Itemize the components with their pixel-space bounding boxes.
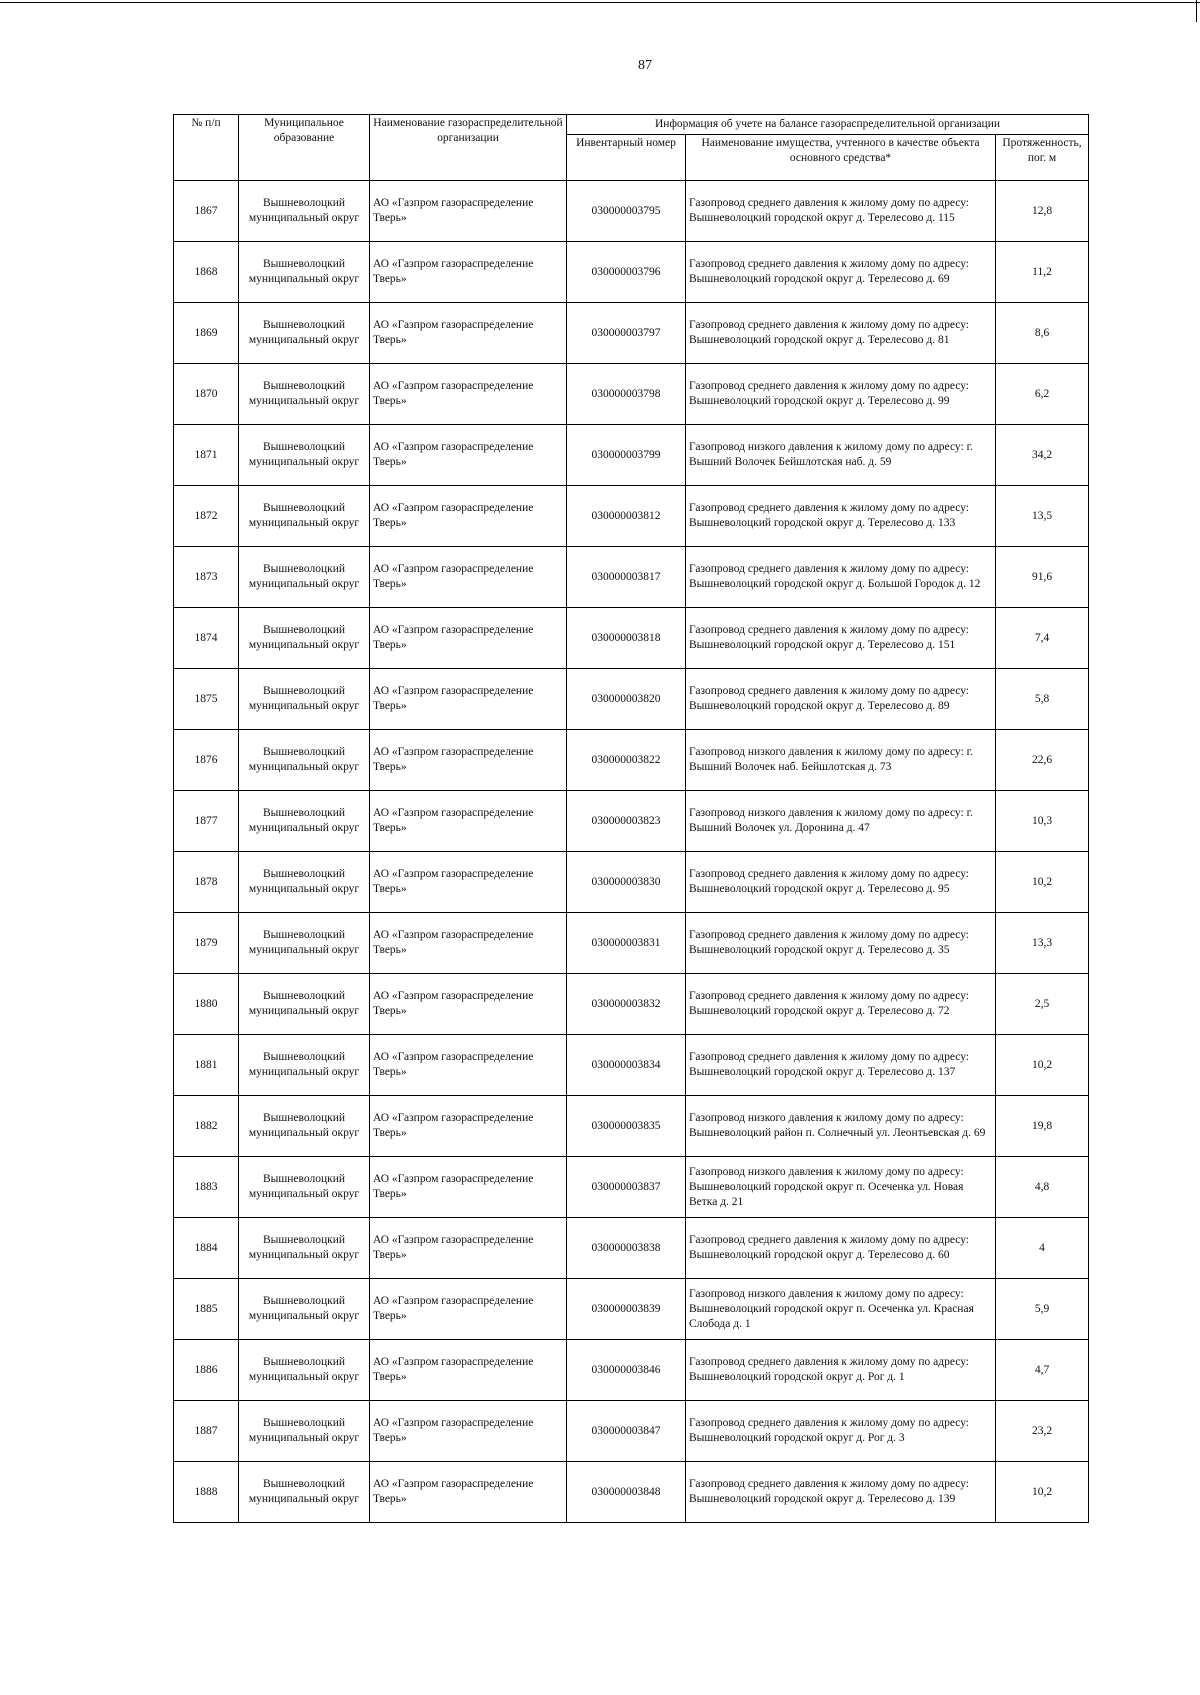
row-number: 1876 bbox=[174, 730, 239, 791]
property-description-cell: Газопровод среднего давления к жилому дому по адресу: Вышневолоцкий городской округ д. Рог д. 3 bbox=[686, 1401, 996, 1462]
length-cell: 10,3 bbox=[996, 791, 1089, 852]
organization-cell: АО «Газпром газораспределение Тверь» bbox=[370, 486, 567, 547]
length-cell: 6,2 bbox=[996, 364, 1089, 425]
scan-border-right bbox=[1196, 0, 1197, 22]
length-cell: 23,2 bbox=[996, 1401, 1089, 1462]
row-number: 1886 bbox=[174, 1340, 239, 1401]
table-row bbox=[174, 974, 1089, 1035]
row-number: 1888 bbox=[174, 1462, 239, 1523]
page-number: 87 bbox=[638, 58, 652, 73]
property-description-cell: Газопровод среднего давления к жилому дому по адресу: Вышневолоцкий городской округ д. Терелесово д. 35 bbox=[686, 913, 996, 974]
row-number: 1874 bbox=[174, 608, 239, 669]
length-cell: 4 bbox=[996, 1218, 1089, 1279]
property-description-cell: Газопровод среднего давления к жилому дому по адресу: Вышневолоцкий городской округ д. Терелесово д. 60 bbox=[686, 1218, 996, 1279]
row-number: 1884 bbox=[174, 1218, 239, 1279]
length-cell: 12,8 bbox=[996, 181, 1089, 242]
municipality-cell: Вышневолоцкий муниципальный округ bbox=[239, 1340, 370, 1401]
organization-cell: АО «Газпром газораспределение Тверь» bbox=[370, 669, 567, 730]
municipality-cell: Вышневолоцкий муниципальный округ bbox=[239, 242, 370, 303]
row-number: 1879 bbox=[174, 913, 239, 974]
table-body bbox=[174, 181, 1089, 1523]
table-row bbox=[174, 486, 1089, 547]
length-cell: 5,8 bbox=[996, 669, 1089, 730]
inventory-number-cell: 030000003797 bbox=[567, 303, 686, 364]
property-description-cell: Газопровод среднего давления к жилому дому по адресу: Вышневолоцкий городской округ д. Терелесово д. 99 bbox=[686, 364, 996, 425]
header-accounting-group: Информация об учете на балансе газораспределительной организации bbox=[567, 115, 1089, 135]
property-description-cell: Газопровод среднего давления к жилому дому по адресу: Вышневолоцкий городской округ д. Терелесово д. 139 bbox=[686, 1462, 996, 1523]
property-description-cell: Газопровод среднего давления к жилому дому по адресу: Вышневолоцкий городской округ д. Терелесово д. 69 bbox=[686, 242, 996, 303]
organization-cell: АО «Газпром газораспределение Тверь» bbox=[370, 1462, 567, 1523]
inventory-number-cell: 030000003817 bbox=[567, 547, 686, 608]
property-description-cell: Газопровод низкого давления к жилому дому по адресу: Вышневолоцкий городской округ п. Осеченка ул. Красная Слобода д. 1 bbox=[686, 1279, 996, 1340]
table-row bbox=[174, 1340, 1089, 1401]
header-municipality: Муниципальное образование bbox=[239, 115, 370, 181]
organization-cell: АО «Газпром газораспределение Тверь» bbox=[370, 791, 567, 852]
municipality-cell: Вышневолоцкий муниципальный округ bbox=[239, 547, 370, 608]
length-cell: 11,2 bbox=[996, 242, 1089, 303]
table-row bbox=[174, 303, 1089, 364]
property-description-cell: Газопровод низкого давления к жилому дому по адресу: г. Вышний Волочек наб. Бейшлотская д. 73 bbox=[686, 730, 996, 791]
organization-cell: АО «Газпром газораспределение Тверь» bbox=[370, 852, 567, 913]
table-row bbox=[174, 425, 1089, 486]
row-number: 1871 bbox=[174, 425, 239, 486]
organization-cell: АО «Газпром газораспределение Тверь» bbox=[370, 1340, 567, 1401]
table-row bbox=[174, 242, 1089, 303]
organization-cell: АО «Газпром газораспределение Тверь» bbox=[370, 1157, 567, 1218]
row-number: 1872 bbox=[174, 486, 239, 547]
inventory-number-cell: 030000003822 bbox=[567, 730, 686, 791]
length-cell: 91,6 bbox=[996, 547, 1089, 608]
length-cell: 34,2 bbox=[996, 425, 1089, 486]
table-row bbox=[174, 913, 1089, 974]
organization-cell: АО «Газпром газораспределение Тверь» bbox=[370, 425, 567, 486]
municipality-cell: Вышневолоцкий муниципальный округ bbox=[239, 730, 370, 791]
organization-cell: АО «Газпром газораспределение Тверь» bbox=[370, 303, 567, 364]
length-cell: 19,8 bbox=[996, 1096, 1089, 1157]
property-description-cell: Газопровод среднего давления к жилому дому по адресу: Вышневолоцкий городской округ д. Большой Городок д. 12 bbox=[686, 547, 996, 608]
registry-table bbox=[173, 114, 1089, 1523]
table-header bbox=[174, 115, 1089, 181]
table-row bbox=[174, 1218, 1089, 1279]
organization-cell: АО «Газпром газораспределение Тверь» bbox=[370, 1218, 567, 1279]
header-num: № п/п bbox=[174, 115, 239, 181]
inventory-number-cell: 030000003830 bbox=[567, 852, 686, 913]
table-row bbox=[174, 1462, 1089, 1523]
organization-cell: АО «Газпром газораспределение Тверь» bbox=[370, 1096, 567, 1157]
municipality-cell: Вышневолоцкий муниципальный округ bbox=[239, 303, 370, 364]
property-description-cell: Газопровод среднего давления к жилому дому по адресу: Вышневолоцкий городской округ д. Терелесово д. 115 bbox=[686, 181, 996, 242]
municipality-cell: Вышневолоцкий муниципальный округ bbox=[239, 1035, 370, 1096]
inventory-number-cell: 030000003848 bbox=[567, 1462, 686, 1523]
table-row bbox=[174, 1279, 1089, 1340]
municipality-cell: Вышневолоцкий муниципальный округ bbox=[239, 1218, 370, 1279]
municipality-cell: Вышневолоцкий муниципальный округ bbox=[239, 791, 370, 852]
length-cell: 4,8 bbox=[996, 1157, 1089, 1218]
row-number: 1878 bbox=[174, 852, 239, 913]
row-number: 1869 bbox=[174, 303, 239, 364]
length-cell: 10,2 bbox=[996, 1035, 1089, 1096]
row-number: 1868 bbox=[174, 242, 239, 303]
table-row bbox=[174, 181, 1089, 242]
row-number: 1867 bbox=[174, 181, 239, 242]
inventory-number-cell: 030000003818 bbox=[567, 608, 686, 669]
row-number: 1883 bbox=[174, 1157, 239, 1218]
table-row bbox=[174, 1401, 1089, 1462]
inventory-number-cell: 030000003837 bbox=[567, 1157, 686, 1218]
length-cell: 8,6 bbox=[996, 303, 1089, 364]
row-number: 1881 bbox=[174, 1035, 239, 1096]
row-number: 1875 bbox=[174, 669, 239, 730]
inventory-number-cell: 030000003795 bbox=[567, 181, 686, 242]
inventory-number-cell: 030000003820 bbox=[567, 669, 686, 730]
row-number: 1870 bbox=[174, 364, 239, 425]
row-number: 1887 bbox=[174, 1401, 239, 1462]
row-number: 1873 bbox=[174, 547, 239, 608]
header-length: Протяженность, пог. м bbox=[996, 135, 1089, 181]
property-description-cell: Газопровод среднего давления к жилому дому по адресу: Вышневолоцкий городской округ д. Терелесово д. 72 bbox=[686, 974, 996, 1035]
inventory-number-cell: 030000003823 bbox=[567, 791, 686, 852]
table-row bbox=[174, 730, 1089, 791]
organization-cell: АО «Газпром газораспределение Тверь» bbox=[370, 1401, 567, 1462]
organization-cell: АО «Газпром газораспределение Тверь» bbox=[370, 364, 567, 425]
table-row bbox=[174, 1035, 1089, 1096]
inventory-number-cell: 030000003846 bbox=[567, 1340, 686, 1401]
organization-cell: АО «Газпром газораспределение Тверь» bbox=[370, 913, 567, 974]
length-cell: 13,5 bbox=[996, 486, 1089, 547]
municipality-cell: Вышневолоцкий муниципальный округ bbox=[239, 425, 370, 486]
inventory-number-cell: 030000003796 bbox=[567, 242, 686, 303]
table-row bbox=[174, 1096, 1089, 1157]
length-cell: 10,2 bbox=[996, 1462, 1089, 1523]
header-organization: Наименование газораспределительной организации bbox=[370, 115, 567, 181]
property-description-cell: Газопровод низкого давления к жилому дому по адресу: Вышневолоцкий район п. Солнечный ул. Леонтьевская д. 69 bbox=[686, 1096, 996, 1157]
row-number: 1877 bbox=[174, 791, 239, 852]
table-row bbox=[174, 547, 1089, 608]
municipality-cell: Вышневолоцкий муниципальный округ bbox=[239, 669, 370, 730]
municipality-cell: Вышневолоцкий муниципальный округ bbox=[239, 913, 370, 974]
organization-cell: АО «Газпром газораспределение Тверь» bbox=[370, 1279, 567, 1340]
property-description-cell: Газопровод низкого давления к жилому дому по адресу: г. Вышний Волочек ул. Доронина д. 47 bbox=[686, 791, 996, 852]
row-number: 1882 bbox=[174, 1096, 239, 1157]
length-cell: 2,5 bbox=[996, 974, 1089, 1035]
organization-cell: АО «Газпром газораспределение Тверь» bbox=[370, 547, 567, 608]
municipality-cell: Вышневолоцкий муниципальный округ bbox=[239, 852, 370, 913]
table-row bbox=[174, 1157, 1089, 1218]
inventory-number-cell: 030000003838 bbox=[567, 1218, 686, 1279]
inventory-number-cell: 030000003839 bbox=[567, 1279, 686, 1340]
property-description-cell: Газопровод среднего давления к жилому дому по адресу: Вышневолоцкий городской округ д. Рог д. 1 bbox=[686, 1340, 996, 1401]
property-description-cell: Газопровод среднего давления к жилому дому по адресу: Вышневолоцкий городской округ д. Терелесово д. 133 bbox=[686, 486, 996, 547]
municipality-cell: Вышневолоцкий муниципальный округ bbox=[239, 974, 370, 1035]
inventory-number-cell: 030000003832 bbox=[567, 974, 686, 1035]
inventory-number-cell: 030000003798 bbox=[567, 364, 686, 425]
property-description-cell: Газопровод среднего давления к жилому дому по адресу: Вышневолоцкий городской округ д. Терелесово д. 95 bbox=[686, 852, 996, 913]
length-cell: 13,3 bbox=[996, 913, 1089, 974]
inventory-number-cell: 030000003835 bbox=[567, 1096, 686, 1157]
property-description-cell: Газопровод среднего давления к жилому дому по адресу: Вышневолоцкий городской округ д. Терелесово д. 151 bbox=[686, 608, 996, 669]
organization-cell: АО «Газпром газораспределение Тверь» bbox=[370, 242, 567, 303]
municipality-cell: Вышневолоцкий муниципальный округ bbox=[239, 1157, 370, 1218]
table-row bbox=[174, 608, 1089, 669]
municipality-cell: Вышневолоцкий муниципальный округ bbox=[239, 1401, 370, 1462]
row-number: 1885 bbox=[174, 1279, 239, 1340]
length-cell: 22,6 bbox=[996, 730, 1089, 791]
table-row bbox=[174, 669, 1089, 730]
header-inventory-number: Инвентарный номер bbox=[567, 135, 686, 181]
municipality-cell: Вышневолоцкий муниципальный округ bbox=[239, 1096, 370, 1157]
organization-cell: АО «Газпром газораспределение Тверь» bbox=[370, 181, 567, 242]
municipality-cell: Вышневолоцкий муниципальный округ bbox=[239, 364, 370, 425]
table-row bbox=[174, 364, 1089, 425]
row-number: 1880 bbox=[174, 974, 239, 1035]
property-description-cell: Газопровод среднего давления к жилому дому по адресу: Вышневолоцкий городской округ д. Терелесово д. 81 bbox=[686, 303, 996, 364]
inventory-number-cell: 030000003831 bbox=[567, 913, 686, 974]
property-description-cell: Газопровод среднего давления к жилому дому по адресу: Вышневолоцкий городской округ д. Терелесово д. 89 bbox=[686, 669, 996, 730]
length-cell: 5,9 bbox=[996, 1279, 1089, 1340]
length-cell: 7,4 bbox=[996, 608, 1089, 669]
property-description-cell: Газопровод низкого давления к жилому дому по адресу: г. Вышний Волочек Бейшлотская наб. д. 59 bbox=[686, 425, 996, 486]
municipality-cell: Вышневолоцкий муниципальный округ bbox=[239, 181, 370, 242]
organization-cell: АО «Газпром газораспределение Тверь» bbox=[370, 730, 567, 791]
length-cell: 10,2 bbox=[996, 852, 1089, 913]
municipality-cell: Вышневолоцкий муниципальный округ bbox=[239, 1279, 370, 1340]
inventory-number-cell: 030000003847 bbox=[567, 1401, 686, 1462]
property-description-cell: Газопровод низкого давления к жилому дому по адресу: Вышневолоцкий городской округ п. Осеченка ул. Новая Ветка д. 21 bbox=[686, 1157, 996, 1218]
inventory-number-cell: 030000003834 bbox=[567, 1035, 686, 1096]
organization-cell: АО «Газпром газораспределение Тверь» bbox=[370, 1035, 567, 1096]
municipality-cell: Вышневолоцкий муниципальный округ bbox=[239, 486, 370, 547]
inventory-number-cell: 030000003812 bbox=[567, 486, 686, 547]
table-row bbox=[174, 852, 1089, 913]
table-row bbox=[174, 791, 1089, 852]
organization-cell: АО «Газпром газораспределение Тверь» bbox=[370, 974, 567, 1035]
length-cell: 4,7 bbox=[996, 1340, 1089, 1401]
scan-border-top bbox=[0, 2, 1200, 3]
property-description-cell: Газопровод среднего давления к жилому дому по адресу: Вышневолоцкий городской округ д. Терелесово д. 137 bbox=[686, 1035, 996, 1096]
municipality-cell: Вышневолоцкий муниципальный округ bbox=[239, 1462, 370, 1523]
inventory-number-cell: 030000003799 bbox=[567, 425, 686, 486]
organization-cell: АО «Газпром газораспределение Тверь» bbox=[370, 608, 567, 669]
header-property-name: Наименование имущества, учтенного в качестве объекта основного средства* bbox=[686, 135, 996, 181]
municipality-cell: Вышневолоцкий муниципальный округ bbox=[239, 608, 370, 669]
